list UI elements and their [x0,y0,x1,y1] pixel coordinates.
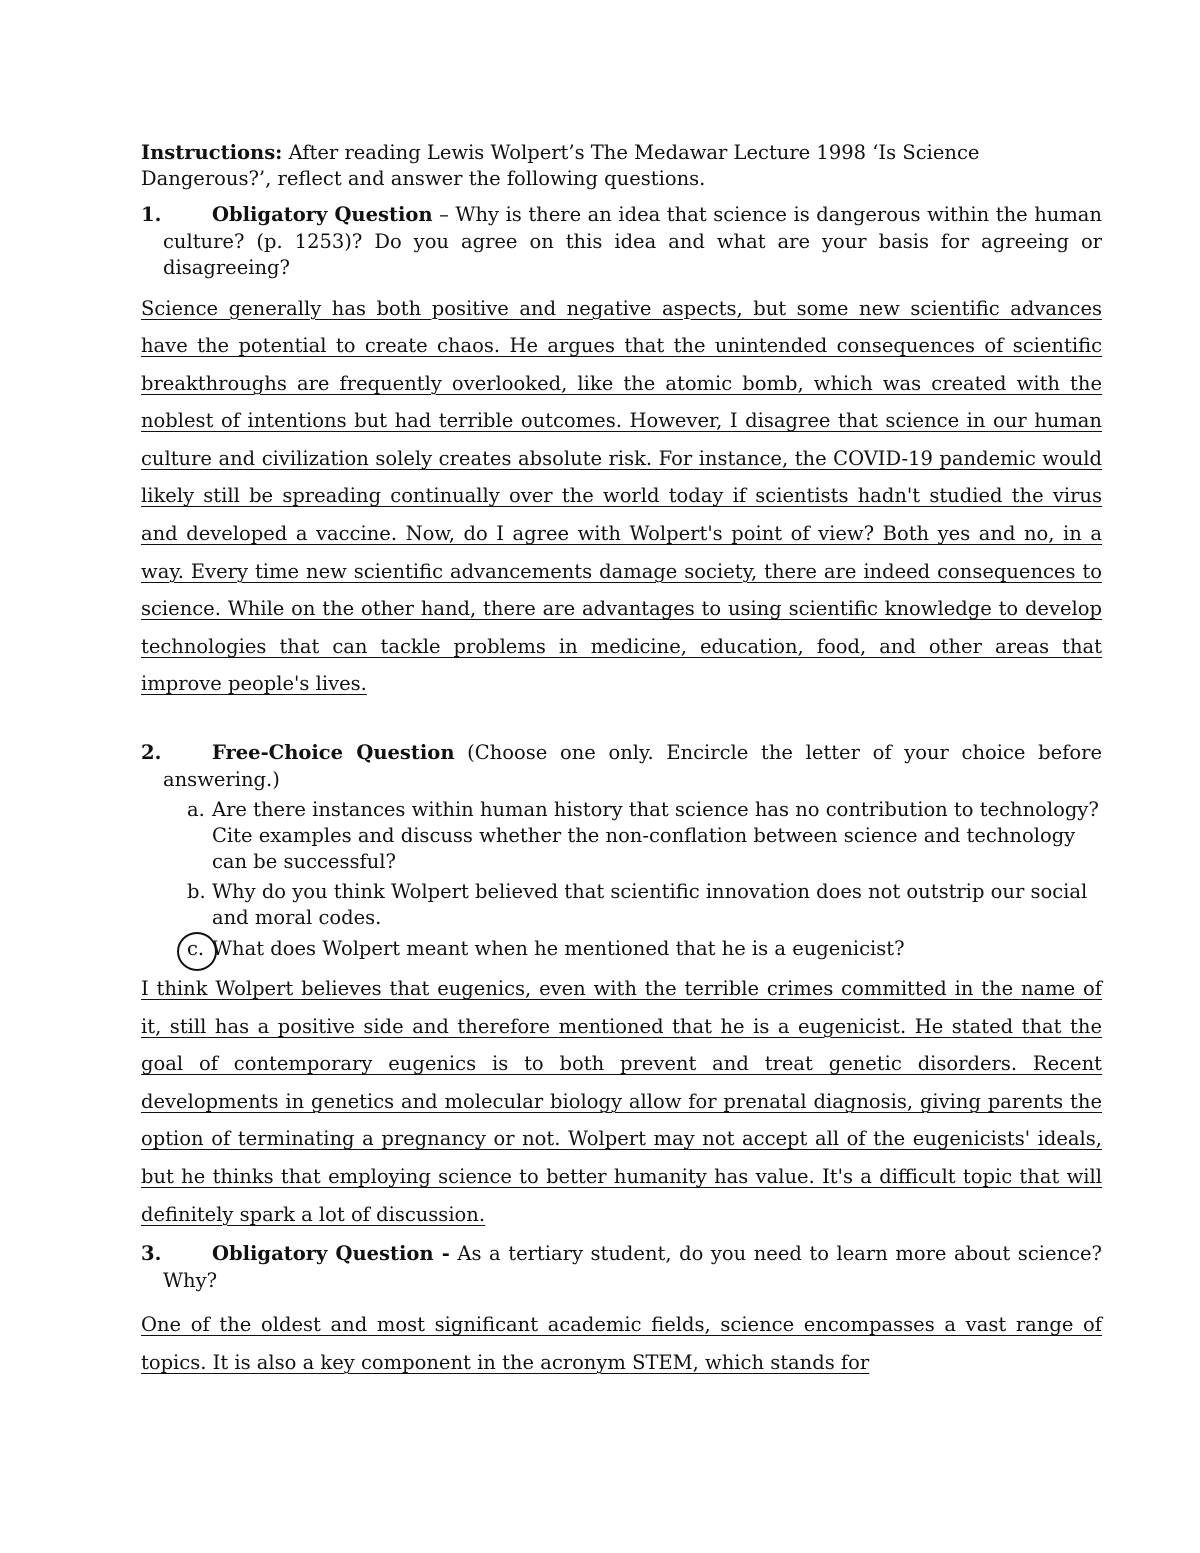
question-2-number: 2. [141,741,162,765]
answer-3: One of the oldest and most significant academic fields, science encompasses a vast range of topics. It is also a key component in the acronym STEM, which stands for [141,1313,1102,1374]
question-2 [141,740,1102,793]
question-3 [141,1241,1102,1294]
instructions-paragraph [141,140,1102,192]
option-b [187,879,1102,931]
option-c-letter: c. [187,937,205,961]
question-1-number: 1. [141,203,162,226]
option-c [187,936,1102,962]
question-3-text: As a tertiary student, do you need to learn more about science? Why? [163,1242,1102,1292]
question-2-title: Free-Choice Question [212,741,455,765]
option-c-text: What does Wolpert meant when he mentioned that he is a eugenicist? [212,937,905,961]
option-b-letter: b. [187,880,206,904]
option-b-text: Why do you think Wolpert believed that scientific innovation does not outstrip our social and moral codes. [212,880,1088,930]
option-a [187,797,1102,875]
option-a-text: Are there instances within human history that science has no contribution to technology? Cite examples and discuss whether the non-conflation between science and technology can be successful? [212,798,1099,874]
answer-1: Science generally has both positive and negative aspects, but some new scientific advances have the potential to create chaos. He argues that the unintended consequences of scientific breakthroughs are frequently overlooked, like the atomic bomb, which was created with the noblest of intentions but had terrible outcomes. However, I disagree that science in our human culture and civilization solely creates absolute risk. For instance, the COVID-19 pandemic would likely still be spreading continually over the world today if scientists hadn't studied the virus and developed a vaccine. Now, do I agree with Wolpert's point of view? Both yes and no, in a way. Every time new scientific advancements damage society, there are indeed consequences to science. While on the other hand, there are advantages to using scientific knowledge to develop technologies that can tackle problems in medicine, education, food, and other areas that improve people's lives. [141,296,1102,696]
question-1 [141,202,1102,282]
document-content [141,140,1102,1381]
question-1-title: Obligatory Question [212,203,433,226]
option-a-letter: a. [187,798,205,822]
answer-2: I think Wolpert believes that eugenics, even with the terrible crimes committed in the name of it, still has a positive side and therefore mentioned that he is a eugenicist. He stated that the goal of contemporary eugenics is to both prevent and treat genetic disorders. Recent developments in genetics and molecular biology allow for prenatal diagnosis, giving parents the option of terminating a pregnancy or not. Wolpert may not accept all of the eugenicists' ideals, but he thinks that employing science to better humanity has value. It's a difficult topic that will definitely spark a lot of discussion. [141,977,1102,1226]
instructions-text: After reading Lewis Wolpert’s The Medawar Lecture 1998 ‘Is Science Dangerous?’, reflect and answer the following questions. [141,141,980,190]
question-2-options [141,797,1102,962]
question-1-text: – Why is there an idea that science is dangerous within the human culture? (p. 1253)? Do you agree on this idea and what are your basis for agreeing or disagreeing? [163,203,1102,279]
question-3-number: 3. [141,1242,162,1266]
question-2-text: (Choose one only. Encircle the letter of your choice before answering.) [163,741,1102,791]
instructions-label: Instructions: [141,141,283,164]
question-3-title: Obligatory Question - [212,1242,450,1266]
